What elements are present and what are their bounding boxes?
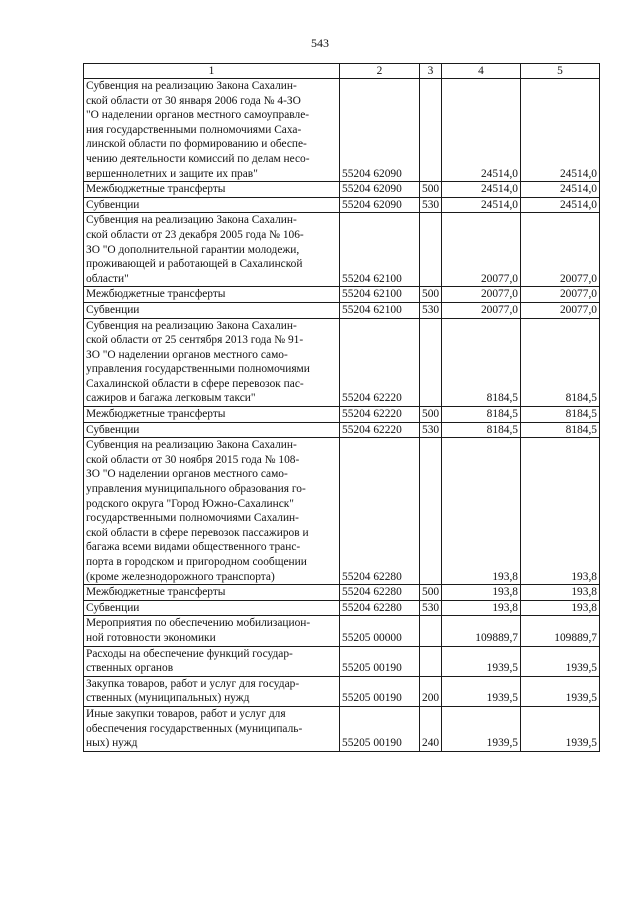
table-row xyxy=(84,600,600,616)
column-header-1: 1 xyxy=(84,64,340,79)
row-name-cell: Субвенции xyxy=(84,197,340,213)
row-amount-col5-cell: 24514,0 xyxy=(521,79,600,182)
row-name-cell: Субвенции xyxy=(84,600,340,616)
row-name-cell: Иные закупки товаров, работ и услуг для обеспечения государственных (муниципаль- ных) нужд xyxy=(84,706,340,751)
row-amount-col4-cell: 1939,5 xyxy=(442,676,521,706)
row-amount-col4-cell: 1939,5 xyxy=(442,706,521,751)
row-code-cell: 55204 62280 xyxy=(340,585,420,601)
table-row xyxy=(84,182,600,198)
column-header-3: 3 xyxy=(420,64,442,79)
row-expense-type-cell: 500 xyxy=(420,287,442,303)
table-row xyxy=(84,616,600,646)
row-code-cell: 55204 62220 xyxy=(340,318,420,407)
row-name-cell: Субвенция на реализацию Закона Сахалин- ской области от 30 января 2006 года № 4-ЗО "О наделении органов местного самоуправле- ния государственными полномочиями Саха- линской области по формированию и обеспе- чению деятельности комиссий по делам несо- вершеннолетних и защите их прав" xyxy=(84,79,340,182)
row-expense-type-cell xyxy=(420,318,442,407)
row-expense-type-cell: 530 xyxy=(420,302,442,318)
row-amount-col4-cell: 1939,5 xyxy=(442,646,521,676)
row-expense-type-cell: 240 xyxy=(420,706,442,751)
row-amount-col4-cell: 193,8 xyxy=(442,585,521,601)
row-amount-col5-cell: 24514,0 xyxy=(521,197,600,213)
row-amount-col4-cell: 24514,0 xyxy=(442,79,521,182)
budget-table xyxy=(83,63,600,752)
row-amount-col5-cell: 1939,5 xyxy=(521,706,600,751)
row-amount-col4-cell: 24514,0 xyxy=(442,197,521,213)
row-amount-col5-cell: 24514,0 xyxy=(521,182,600,198)
row-code-cell: 55204 62100 xyxy=(340,213,420,287)
row-amount-col5-cell: 193,8 xyxy=(521,438,600,585)
row-code-cell: 55204 62090 xyxy=(340,182,420,198)
row-amount-col4-cell: 20077,0 xyxy=(442,287,521,303)
table-row xyxy=(84,213,600,287)
table-row xyxy=(84,197,600,213)
row-amount-col4-cell: 109889,7 xyxy=(442,616,521,646)
row-amount-col5-cell: 193,8 xyxy=(521,600,600,616)
table-row xyxy=(84,302,600,318)
row-name-cell: Субвенции xyxy=(84,422,340,438)
row-amount-col4-cell: 193,8 xyxy=(442,438,521,585)
row-amount-col5-cell: 193,8 xyxy=(521,585,600,601)
row-amount-col5-cell: 8184,5 xyxy=(521,407,600,423)
row-name-cell: Субвенция на реализацию Закона Сахалин- ской области от 23 декабря 2005 года № 106- ЗО "О дополнительной гарантии молодежи, проживающей и работающей в Сахалинской области" xyxy=(84,213,340,287)
row-expense-type-cell: 530 xyxy=(420,197,442,213)
row-code-cell: 55204 62280 xyxy=(340,600,420,616)
row-code-cell: 55204 62100 xyxy=(340,287,420,303)
row-code-cell: 55205 00000 xyxy=(340,616,420,646)
column-header-4: 4 xyxy=(442,64,521,79)
column-header-2: 2 xyxy=(340,64,420,79)
row-name-cell: Субвенция на реализацию Закона Сахалин- ской области от 30 ноября 2015 года № 108- ЗО "О наделении органов местного само- управления муниципального образования го- родского округа "Город Южно-Сахалинск" государственными полномочиями Сахалин- ской области в сфере перевозок пассажиров и багажа всеми видами общественного транс- порта в городском и пригородном сообщении (кроме железнодорожного транспорта) xyxy=(84,438,340,585)
row-expense-type-cell: 500 xyxy=(420,585,442,601)
table-row xyxy=(84,585,600,601)
row-amount-col4-cell: 24514,0 xyxy=(442,182,521,198)
row-amount-col4-cell: 8184,5 xyxy=(442,407,521,423)
table-row xyxy=(84,646,600,676)
row-name-cell: Межбюджетные трансферты xyxy=(84,182,340,198)
row-amount-col5-cell: 20077,0 xyxy=(521,287,600,303)
row-code-cell: 55204 62090 xyxy=(340,79,420,182)
row-code-cell: 55204 62220 xyxy=(340,422,420,438)
row-expense-type-cell: 530 xyxy=(420,600,442,616)
row-expense-type-cell: 500 xyxy=(420,182,442,198)
row-code-cell: 55204 62220 xyxy=(340,407,420,423)
row-expense-type-cell xyxy=(420,213,442,287)
row-code-cell: 55204 62100 xyxy=(340,302,420,318)
row-code-cell: 55205 00190 xyxy=(340,676,420,706)
row-name-cell: Расходы на обеспечение функций государ- ственных органов xyxy=(84,646,340,676)
row-amount-col5-cell: 109889,7 xyxy=(521,616,600,646)
row-expense-type-cell: 530 xyxy=(420,422,442,438)
table-row xyxy=(84,438,600,585)
row-name-cell: Мероприятия по обеспечению мобилизацион- ной готовности экономики xyxy=(84,616,340,646)
row-amount-col4-cell: 20077,0 xyxy=(442,302,521,318)
row-amount-col4-cell: 8184,5 xyxy=(442,318,521,407)
row-amount-col5-cell: 1939,5 xyxy=(521,646,600,676)
table-row xyxy=(84,79,600,182)
row-name-cell: Межбюджетные трансферты xyxy=(84,407,340,423)
row-code-cell: 55205 00190 xyxy=(340,646,420,676)
column-header-5: 5 xyxy=(521,64,600,79)
row-code-cell: 55204 62280 xyxy=(340,438,420,585)
row-amount-col4-cell: 8184,5 xyxy=(442,422,521,438)
row-code-cell: 55204 62090 xyxy=(340,197,420,213)
row-amount-col4-cell: 193,8 xyxy=(442,600,521,616)
table-body xyxy=(84,79,600,752)
row-name-cell: Межбюджетные трансферты xyxy=(84,287,340,303)
table-row xyxy=(84,676,600,706)
row-amount-col5-cell: 20077,0 xyxy=(521,213,600,287)
row-expense-type-cell xyxy=(420,616,442,646)
row-expense-type-cell: 200 xyxy=(420,676,442,706)
row-expense-type-cell xyxy=(420,438,442,585)
table-row xyxy=(84,407,600,423)
row-expense-type-cell xyxy=(420,79,442,182)
row-name-cell: Закупка товаров, работ и услуг для государ- ственных (муниципальных) нужд xyxy=(84,676,340,706)
row-amount-col5-cell: 8184,5 xyxy=(521,318,600,407)
table-row xyxy=(84,318,600,407)
row-expense-type-cell: 500 xyxy=(420,407,442,423)
row-name-cell: Субвенция на реализацию Закона Сахалин- ской области от 25 сентября 2013 года № 91- ЗО "О наделении органов местного само- управления государственными полномочиями Сахалинской области в сфере перевозок пас- сажиров и багажа легковым такси" xyxy=(84,318,340,407)
row-amount-col5-cell: 1939,5 xyxy=(521,676,600,706)
table-row xyxy=(84,706,600,751)
row-name-cell: Субвенции xyxy=(84,302,340,318)
row-amount-col4-cell: 20077,0 xyxy=(442,213,521,287)
table-row xyxy=(84,422,600,438)
row-expense-type-cell xyxy=(420,646,442,676)
row-amount-col5-cell: 8184,5 xyxy=(521,422,600,438)
row-code-cell: 55205 00190 xyxy=(340,706,420,751)
row-amount-col5-cell: 20077,0 xyxy=(521,302,600,318)
row-name-cell: Межбюджетные трансферты xyxy=(84,585,340,601)
table-row xyxy=(84,287,600,303)
page-number: 543 xyxy=(311,36,329,50)
table-header-row xyxy=(84,64,600,79)
